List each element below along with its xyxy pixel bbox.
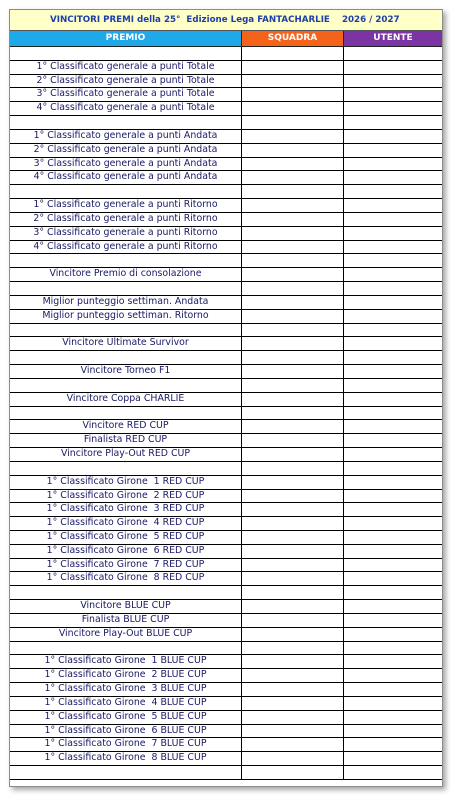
table-row (10, 102, 442, 116)
table-row (10, 517, 442, 531)
prize-cell[interactable]: 1° Classificato Girone 2 BLUE CUP (10, 669, 242, 682)
table-row (10, 282, 442, 296)
team-cell[interactable] (242, 130, 344, 143)
team-cell[interactable] (242, 310, 344, 323)
prize-cell[interactable] (10, 282, 242, 295)
user-cell[interactable] (344, 241, 442, 254)
user-cell[interactable] (344, 476, 442, 489)
prize-cell[interactable]: Finalista RED CUP (10, 434, 242, 447)
user-cell[interactable] (344, 572, 442, 585)
table-row (10, 420, 442, 434)
table-row (10, 655, 442, 669)
table-row (10, 47, 442, 61)
user-cell[interactable] (344, 102, 442, 115)
table-row (10, 407, 442, 421)
table-row (10, 296, 442, 310)
prize-cell[interactable]: 1° Classificato Girone 7 RED CUP (10, 559, 242, 572)
prize-cell[interactable]: 2° Classificato generale a punti Ritorno (10, 213, 242, 226)
user-cell[interactable] (344, 669, 442, 682)
user-cell[interactable] (344, 227, 442, 240)
team-cell[interactable] (242, 407, 344, 420)
table-row (10, 241, 442, 255)
team-cell[interactable] (242, 559, 344, 572)
user-cell[interactable] (344, 614, 442, 627)
prize-cell[interactable] (10, 185, 242, 198)
prize-cell[interactable] (10, 47, 242, 60)
table-row (10, 337, 442, 351)
table-row (10, 434, 442, 448)
prize-cell[interactable]: 4° Classificato generale a punti Andata (10, 171, 242, 184)
table-row (10, 254, 442, 268)
user-cell[interactable] (344, 282, 442, 295)
table-row (10, 171, 442, 185)
table-row (10, 75, 442, 89)
user-cell[interactable] (344, 351, 442, 364)
team-cell[interactable] (242, 766, 344, 779)
user-cell[interactable] (344, 116, 442, 129)
team-cell[interactable] (242, 365, 344, 378)
sheet-title: VINCITORI PREMI della 25° Edizione Lega FANTACHARLIE 2026 / 2027 (10, 10, 442, 31)
table-row (10, 185, 442, 199)
table-row (10, 310, 442, 324)
team-cell[interactable] (242, 254, 344, 267)
prize-cell[interactable]: 1° Classificato Girone 6 RED CUP (10, 545, 242, 558)
user-cell[interactable] (344, 337, 442, 350)
team-cell[interactable] (242, 324, 344, 337)
prize-cell[interactable]: Miglior punteggio settiman. Andata (10, 296, 242, 309)
team-cell[interactable] (242, 61, 344, 74)
team-cell[interactable] (242, 738, 344, 751)
prize-cell[interactable]: Vincitore Coppa CHARLIE (10, 393, 242, 406)
team-cell[interactable] (242, 531, 344, 544)
table-row (10, 144, 442, 158)
table-row (10, 268, 442, 282)
prize-cell[interactable]: 1° Classificato Girone 2 RED CUP (10, 490, 242, 503)
team-cell[interactable] (242, 725, 344, 738)
team-cell[interactable] (242, 614, 344, 627)
prize-cell[interactable] (10, 379, 242, 392)
table-row (10, 379, 442, 393)
table-row (10, 572, 442, 586)
table-row (10, 351, 442, 365)
prize-cell[interactable] (10, 642, 242, 655)
team-cell[interactable] (242, 47, 344, 60)
team-cell[interactable] (242, 379, 344, 392)
team-cell[interactable] (242, 393, 344, 406)
prize-cell[interactable]: 3° Classificato generale a punti Andata (10, 158, 242, 171)
team-cell[interactable] (242, 227, 344, 240)
team-cell[interactable] (242, 503, 344, 516)
prize-cell[interactable]: 1° Classificato Girone 7 BLUE CUP (10, 738, 242, 751)
user-cell[interactable] (344, 683, 442, 696)
user-cell[interactable] (344, 324, 442, 337)
user-cell[interactable] (344, 379, 442, 392)
prize-cell[interactable]: Vincitore Play-Out RED CUP (10, 448, 242, 461)
team-cell[interactable] (242, 752, 344, 765)
prize-cell[interactable]: 1° Classificato Girone 5 RED CUP (10, 531, 242, 544)
user-cell[interactable] (344, 725, 442, 738)
team-cell[interactable] (242, 75, 344, 88)
table-row (10, 490, 442, 504)
team-cell[interactable] (242, 420, 344, 433)
user-cell[interactable] (344, 420, 442, 433)
table-row (10, 227, 442, 241)
prize-cell[interactable] (10, 324, 242, 337)
prize-winners-sheet (9, 9, 443, 787)
table-row (10, 448, 442, 462)
table-row (10, 766, 442, 780)
table-row (10, 711, 442, 725)
team-cell[interactable] (242, 545, 344, 558)
team-cell[interactable] (242, 199, 344, 212)
prize-cell[interactable]: Vincitore Ultimate Survivor (10, 337, 242, 350)
team-cell[interactable] (242, 517, 344, 530)
team-cell[interactable] (242, 669, 344, 682)
table-row (10, 600, 442, 614)
table-row (10, 697, 442, 711)
prize-cell[interactable] (10, 116, 242, 129)
user-cell[interactable] (344, 490, 442, 503)
team-cell[interactable] (242, 711, 344, 724)
prize-cell[interactable]: 4° Classificato generale a punti Ritorno (10, 241, 242, 254)
team-cell[interactable] (242, 586, 344, 599)
prize-cell[interactable]: Vincitore Play-Out BLUE CUP (10, 628, 242, 641)
user-cell[interactable] (344, 268, 442, 281)
user-cell[interactable] (344, 628, 442, 641)
prize-cell[interactable]: 1° Classificato Girone 1 BLUE CUP (10, 655, 242, 668)
user-cell[interactable] (344, 559, 442, 572)
prize-cell[interactable]: 1° Classificato Girone 3 RED CUP (10, 503, 242, 516)
prize-cell[interactable]: 1° Classificato Girone 3 BLUE CUP (10, 683, 242, 696)
user-cell[interactable] (344, 462, 442, 475)
prize-cell[interactable]: Finalista BLUE CUP (10, 614, 242, 627)
prize-cell[interactable]: 1° Classificato Girone 8 RED CUP (10, 572, 242, 585)
table-row (10, 130, 442, 144)
user-cell[interactable] (344, 47, 442, 60)
column-header-utente[interactable]: UTENTE (344, 31, 442, 46)
table-row (10, 393, 442, 407)
user-cell[interactable] (344, 130, 442, 143)
table-row (10, 683, 442, 697)
user-cell[interactable] (344, 642, 442, 655)
table-row (10, 752, 442, 766)
table-row (10, 669, 442, 683)
table-row (10, 503, 442, 517)
team-cell[interactable] (242, 102, 344, 115)
table-row (10, 158, 442, 172)
user-cell[interactable] (344, 531, 442, 544)
user-cell[interactable] (344, 296, 442, 309)
team-cell[interactable] (242, 116, 344, 129)
prize-cell[interactable]: 1° Classificato Girone 1 RED CUP (10, 476, 242, 489)
prize-cell[interactable]: 1° Classificato generale a punti Totale (10, 61, 242, 74)
prize-cell[interactable]: Vincitore Torneo F1 (10, 365, 242, 378)
prize-cell[interactable]: 1° Classificato Girone 8 BLUE CUP (10, 752, 242, 765)
team-cell[interactable] (242, 171, 344, 184)
team-cell[interactable] (242, 185, 344, 198)
prize-cell[interactable]: Vincitore RED CUP (10, 420, 242, 433)
user-cell[interactable] (344, 448, 442, 461)
team-cell[interactable] (242, 490, 344, 503)
team-cell[interactable] (242, 241, 344, 254)
table-row (10, 614, 442, 628)
prize-cell[interactable]: 2° Classificato generale a punti Totale (10, 75, 242, 88)
table-row (10, 738, 442, 752)
team-cell[interactable] (242, 282, 344, 295)
prize-cell[interactable]: Vincitore Premio di consolazione (10, 268, 242, 281)
table-row (10, 324, 442, 338)
table-row (10, 476, 442, 490)
team-cell[interactable] (242, 158, 344, 171)
user-cell[interactable] (344, 766, 442, 779)
column-header-row (10, 31, 442, 47)
table-row (10, 365, 442, 379)
user-cell[interactable] (344, 711, 442, 724)
user-cell[interactable] (344, 503, 442, 516)
prize-cell[interactable]: 1° Classificato generale a punti Andata (10, 130, 242, 143)
team-cell[interactable] (242, 572, 344, 585)
table-row (10, 559, 442, 573)
user-cell[interactable] (344, 75, 442, 88)
user-cell[interactable] (344, 407, 442, 420)
prize-cell[interactable] (10, 351, 242, 364)
prize-cell[interactable]: 1° Classificato Girone 4 RED CUP (10, 517, 242, 530)
prize-cell[interactable]: 3° Classificato generale a punti Ritorno (10, 227, 242, 240)
prize-cell[interactable]: 3° Classificato generale a punti Totale (10, 88, 242, 101)
table-row (10, 725, 442, 739)
table-row (10, 586, 442, 600)
team-cell[interactable] (242, 448, 344, 461)
team-cell[interactable] (242, 268, 344, 281)
table-row (10, 462, 442, 476)
user-cell[interactable] (344, 600, 442, 613)
table-row (10, 199, 442, 213)
prize-table-body (10, 47, 442, 780)
user-cell[interactable] (344, 517, 442, 530)
table-row (10, 531, 442, 545)
user-cell[interactable] (344, 434, 442, 447)
prize-cell[interactable]: 2° Classificato generale a punti Andata (10, 144, 242, 157)
prize-cell[interactable] (10, 254, 242, 267)
team-cell[interactable] (242, 144, 344, 157)
prize-cell[interactable] (10, 586, 242, 599)
team-cell[interactable] (242, 642, 344, 655)
team-cell[interactable] (242, 476, 344, 489)
team-cell[interactable] (242, 337, 344, 350)
user-cell[interactable] (344, 88, 442, 101)
user-cell[interactable] (344, 738, 442, 751)
team-cell[interactable] (242, 213, 344, 226)
user-cell[interactable] (344, 365, 442, 378)
table-row (10, 213, 442, 227)
prize-cell[interactable]: 1° Classificato Girone 4 BLUE CUP (10, 697, 242, 710)
table-row (10, 116, 442, 130)
team-cell[interactable] (242, 628, 344, 641)
user-cell[interactable] (344, 586, 442, 599)
prize-cell[interactable]: 4° Classificato generale a punti Totale (10, 102, 242, 115)
column-header-premio[interactable]: PREMIO (10, 31, 242, 46)
team-cell[interactable] (242, 88, 344, 101)
team-cell[interactable] (242, 351, 344, 364)
prize-cell[interactable]: 1° Classificato Girone 6 BLUE CUP (10, 725, 242, 738)
table-row (10, 88, 442, 102)
prize-cell[interactable] (10, 766, 242, 779)
user-cell[interactable] (344, 158, 442, 171)
table-row (10, 545, 442, 559)
team-cell[interactable] (242, 434, 344, 447)
user-cell[interactable] (344, 61, 442, 74)
user-cell[interactable] (344, 213, 442, 226)
user-cell[interactable] (344, 254, 442, 267)
user-cell[interactable] (344, 393, 442, 406)
table-row (10, 642, 442, 656)
user-cell[interactable] (344, 199, 442, 212)
prize-cell[interactable] (10, 407, 242, 420)
user-cell[interactable] (344, 144, 442, 157)
column-header-squadra[interactable]: SQUADRA (242, 31, 344, 46)
user-cell[interactable] (344, 310, 442, 323)
prize-cell[interactable]: 1° Classificato generale a punti Ritorno (10, 199, 242, 212)
team-cell[interactable] (242, 683, 344, 696)
user-cell[interactable] (344, 697, 442, 710)
prize-cell[interactable]: Miglior punteggio settiman. Ritorno (10, 310, 242, 323)
team-cell[interactable] (242, 697, 344, 710)
user-cell[interactable] (344, 752, 442, 765)
user-cell[interactable] (344, 185, 442, 198)
table-row (10, 628, 442, 642)
user-cell[interactable] (344, 171, 442, 184)
team-cell[interactable] (242, 296, 344, 309)
prize-cell[interactable] (10, 462, 242, 475)
team-cell[interactable] (242, 655, 344, 668)
prize-cell[interactable]: 1° Classificato Girone 5 BLUE CUP (10, 711, 242, 724)
team-cell[interactable] (242, 462, 344, 475)
prize-cell[interactable]: Vincitore BLUE CUP (10, 600, 242, 613)
team-cell[interactable] (242, 600, 344, 613)
user-cell[interactable] (344, 655, 442, 668)
user-cell[interactable] (344, 545, 442, 558)
table-row (10, 61, 442, 75)
